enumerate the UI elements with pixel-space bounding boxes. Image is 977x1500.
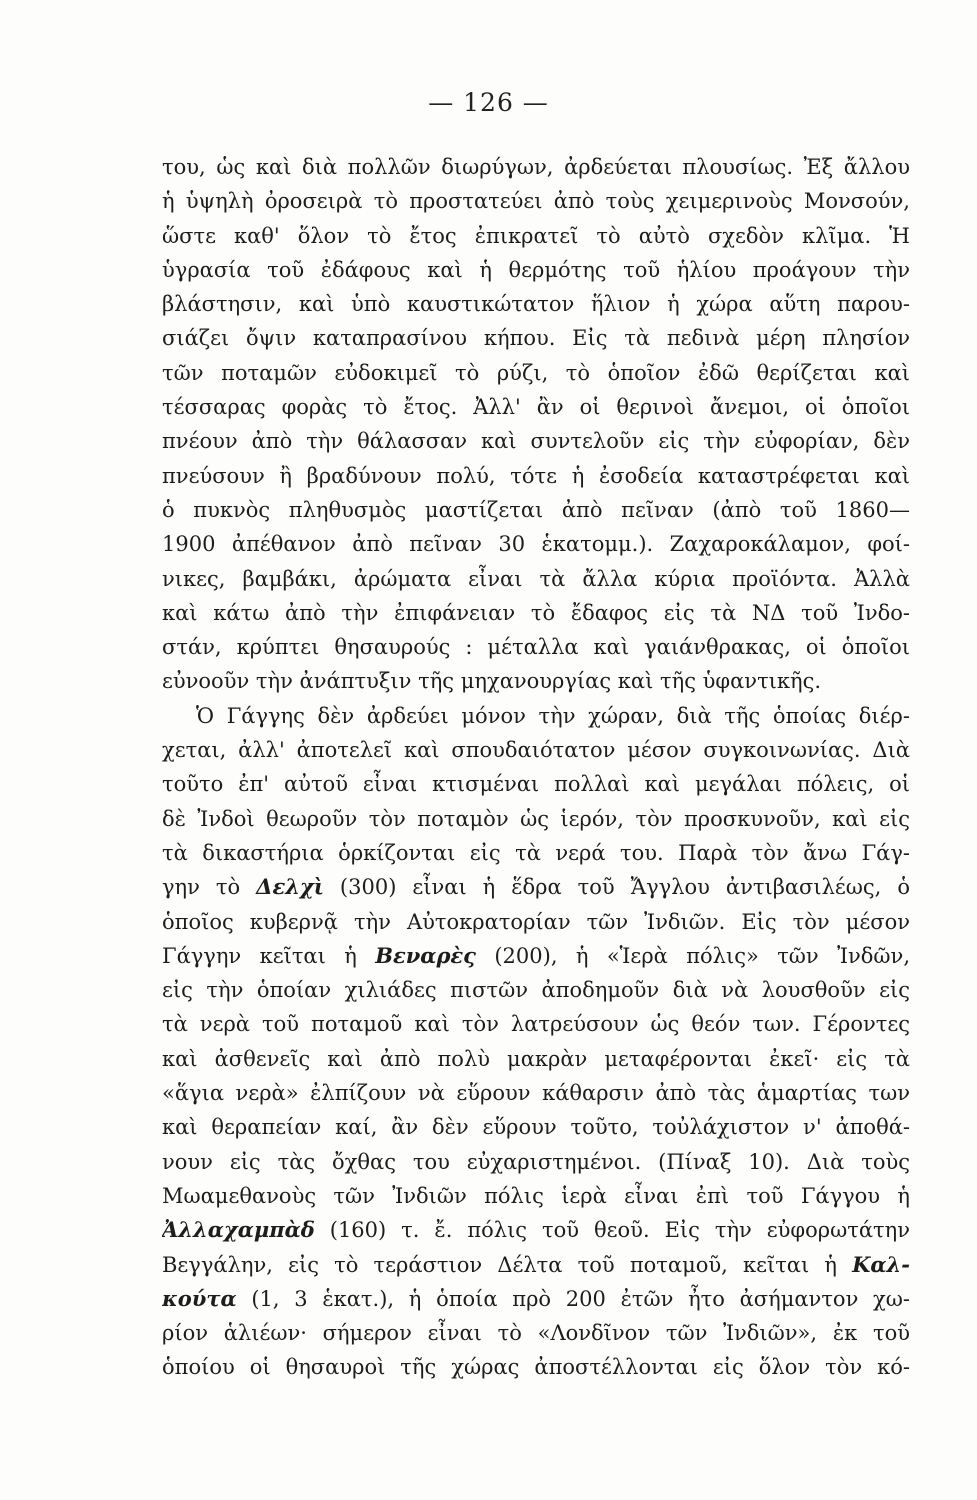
text-line <box>162 1350 910 1384</box>
text-line <box>162 150 910 184</box>
text-line <box>162 459 910 493</box>
text-run: καὶ κάτω ἀπὸ τὴν ἐπιφάνειαν τὸ ἔδαφος εἰς τὰ ΝΔ τοῦ Ἰνδο- <box>162 600 910 625</box>
text-run: ρίον ἁλιέων· σήμερον εἶναι τὸ «Λονδῖνον τῶν Ἰνδιῶν», ἐκ τοῦ <box>162 1321 910 1346</box>
text-run: εἰς τὴν ὁποίαν χιλιάδες πιστῶν ἀποδημοῦν διὰ νὰ λουσθοῦν εἰς <box>162 978 910 1003</box>
text-run: δὲ Ἰνδοὶ θεωροῦν τὸν ποταμὸν ὡς ἱερόν, τὸν προσκυνοῦν, καὶ εἰς <box>162 806 910 831</box>
text-run: τῶν ποταμῶν εὐδοκιμεῖ τὸ ρύζι, τὸ ὁποῖον ἐδῶ θερίζεται καὶ <box>162 360 910 385</box>
text-line <box>162 1145 910 1179</box>
text-run: ὥστε καθ' ὅλον τὸ ἔτος ἐπικρατεῖ τὸ αὐτὸ σχεδὸν κλῖμα. Ἡ <box>162 223 910 248</box>
text-run: «ἅγια νερὰ» ἐλπίζουν νὰ εὕρουν κάθαρσιν ἀπὸ τὰς ἁμαρτίας των <box>162 1081 910 1106</box>
text-line <box>162 870 910 904</box>
text-line <box>162 1213 910 1247</box>
text-line <box>162 184 910 218</box>
place-name: Καλ- <box>852 1251 910 1277</box>
text-run: Βεγγάλην, εἰς τὸ τεράστιον Δέλτα τοῦ ποταμοῦ, κεῖται ἡ <box>162 1252 853 1277</box>
place-name: Ἀλλαχαμπὰδ <box>162 1217 315 1243</box>
text-line <box>162 1110 910 1144</box>
text-run: χεται, ἀλλ' ἀποτελεῖ καὶ σπουδαιότατον μέσον συγκοινωνίας. Διὰ <box>162 738 910 763</box>
text-run: ὑγρασία τοῦ ἐδάφους καὶ ἡ θερμότης τοῦ ἡλίου προάγουν τὴν <box>162 257 910 282</box>
text-run: 1900 ἀπέθανον ἀπὸ πεῖναν 30 ἑκατομμ.). Ζαχαροκάλαμον, φοί- <box>162 532 910 557</box>
text-line <box>162 630 910 664</box>
body-text <box>162 150 910 1385</box>
text-line <box>162 733 910 767</box>
text-run: ἡ ὑψηλὴ ὀροσειρὰ τὸ προστατεύει ἀπὸ τοὺς χειμερινοὺς Μονσούν, <box>162 189 910 214</box>
text-line <box>162 802 910 836</box>
text-run: καὶ θεραπείαν καί, ἂν δὲν εὕρουν τοῦτο, τοὐλάχιστον ν' ἀποθά- <box>162 1115 910 1140</box>
text-run: εὐνοοῦν τὴν ἀνάπτυξιν τῆς μηχανουργίας καὶ τῆς ὑφαντικῆς. <box>162 669 822 694</box>
text-run: τὰ νερὰ τοῦ ποταμοῦ καὶ τὸν λατρεύσουν ὡς θεόν των. Γέροντες <box>162 1012 910 1037</box>
text-run: βλάστησιν, καὶ ὑπὸ καυστικώτατον ἥλιον ἡ χώρα αὕτη παρου- <box>162 292 910 317</box>
text-run: του, ὡς καὶ διὰ πολλῶν διωρύγων, ἀρδεύεται πλουσίως. Ἐξ ἄλλου <box>162 155 910 179</box>
text-run: (300) εἶναι ἡ ἕδρα τοῦ Ἄγγλου ἀντιβασιλέως, ὁ <box>323 875 910 900</box>
text-run: στάν, κρύπτει θησαυρούς : μέταλλα καὶ γαιάνθρακας, οἱ ὁποῖοι <box>162 635 910 660</box>
text-run: σιάζει ὄψιν καταπρασίνου κήπου. Εἰς τὰ πεδινὰ μέρη πλησίον <box>162 326 910 351</box>
text-line <box>162 1042 910 1076</box>
text-run: Μωαμεθανοὺς τῶν Ἰνδιῶν πόλις ἱερὰ εἶναι ἐπὶ τοῦ Γάγγου ἡ <box>162 1183 910 1208</box>
text-line <box>162 562 910 596</box>
text-line <box>162 1316 910 1350</box>
text-run: πνεύσουν ἢ βραδύνουν πολύ, τότε ἡ ἐσοδεία καταστρέφεται καὶ <box>162 463 910 488</box>
text-line <box>162 321 910 355</box>
text-run: Ὁ Γάγγης δὲν ἀρδεύει μόνον τὴν χώραν, διὰ τῆς ὁποίας διέρ- <box>196 703 910 728</box>
text-run: (200), ἡ «Ἱερὰ πόλις» τῶν Ἰνδῶν, <box>475 943 910 968</box>
text-line <box>162 1076 910 1110</box>
text-run: Γάγγην κεῖται ἡ <box>162 943 376 968</box>
text-run: τὰ δικαστήρια ὁρκίζονται εἰς τὰ νερά του. Παρὰ τὸν ἄνω Γάγ- <box>162 840 910 865</box>
text-line <box>162 493 910 527</box>
text-line <box>162 219 910 253</box>
text-run: τοῦτο ἐπ' αὐτοῦ εἶναι κτισμέναι πολλαὶ καὶ μεγάλαι πόλεις, οἱ <box>162 772 910 797</box>
page-number: — 126 — <box>428 88 549 117</box>
text-line <box>162 699 910 733</box>
text-line <box>162 836 910 870</box>
text-line <box>162 1179 910 1213</box>
text-run: γην τὸ <box>162 875 257 900</box>
place-name: κούτα <box>162 1285 237 1311</box>
text-run: (1, 3 ἑκατ.), ἡ ὁποία πρὸ 200 ἐτῶν ἦτο ἀσήμαντον χω- <box>236 1286 910 1311</box>
text-run: νικες, βαμβάκι, ἀρώματα εἶναι τὰ ἄλλα κύρια προϊόντα. Ἀλλὰ <box>162 566 910 591</box>
text-run: πνέουν ἀπὸ τὴν θάλασσαν καὶ συντελοῦν εἰς τὴν εὐφορίαν, δὲν <box>162 429 910 454</box>
text-line <box>162 596 910 630</box>
text-run: ὁποῖος κυβερνᾷ τὴν Αὐτοκρατορίαν τῶν Ἰνδιῶν. Εἰς τὸν μέσον <box>162 909 910 934</box>
text-line <box>162 253 910 287</box>
text-line <box>162 664 910 698</box>
text-line <box>162 390 910 424</box>
text-run: ὁποίου οἱ θησαυροὶ τῆς χώρας ἀποστέλλονται εἰς ὅλον τὸν κό- <box>162 1355 910 1380</box>
text-line <box>162 767 910 801</box>
text-line <box>162 973 910 1007</box>
text-line <box>162 424 910 458</box>
text-run: τέσσαρας φορὰς τὸ ἔτος. Ἀλλ' ἂν οἱ θερινοὶ ἄνεμοι, οἱ ὁποῖοι <box>162 395 910 420</box>
place-name: Δελχὶ <box>256 874 324 900</box>
text-run: νουν εἰς τὰς ὄχθας του εὐχαριστημένοι. (Πίναξ 10). Διὰ τοὺς <box>162 1149 910 1174</box>
text-line <box>162 905 910 939</box>
text-line <box>162 1007 910 1041</box>
text-run: ὁ πυκνὸς πληθυσμὸς μαστίζεται ἀπὸ πεῖναν (ἀπὸ τοῦ 1860— <box>162 497 910 522</box>
text-run: καὶ ἀσθενεῖς καὶ ἀπὸ πολὺ μακρὰν μεταφέρονται ἐκεῖ· εἰς τὰ <box>162 1046 910 1071</box>
text-run: (160) τ. ἔ. πόλις τοῦ θεοῦ. Εἰς τὴν εὐφορωτάτην <box>314 1218 910 1243</box>
text-line <box>162 1248 910 1282</box>
place-name: Βεναρὲς <box>375 942 476 968</box>
text-line <box>162 1282 910 1316</box>
text-line <box>162 939 910 973</box>
text-line <box>162 356 910 390</box>
text-line <box>162 527 910 561</box>
text-line <box>162 287 910 321</box>
